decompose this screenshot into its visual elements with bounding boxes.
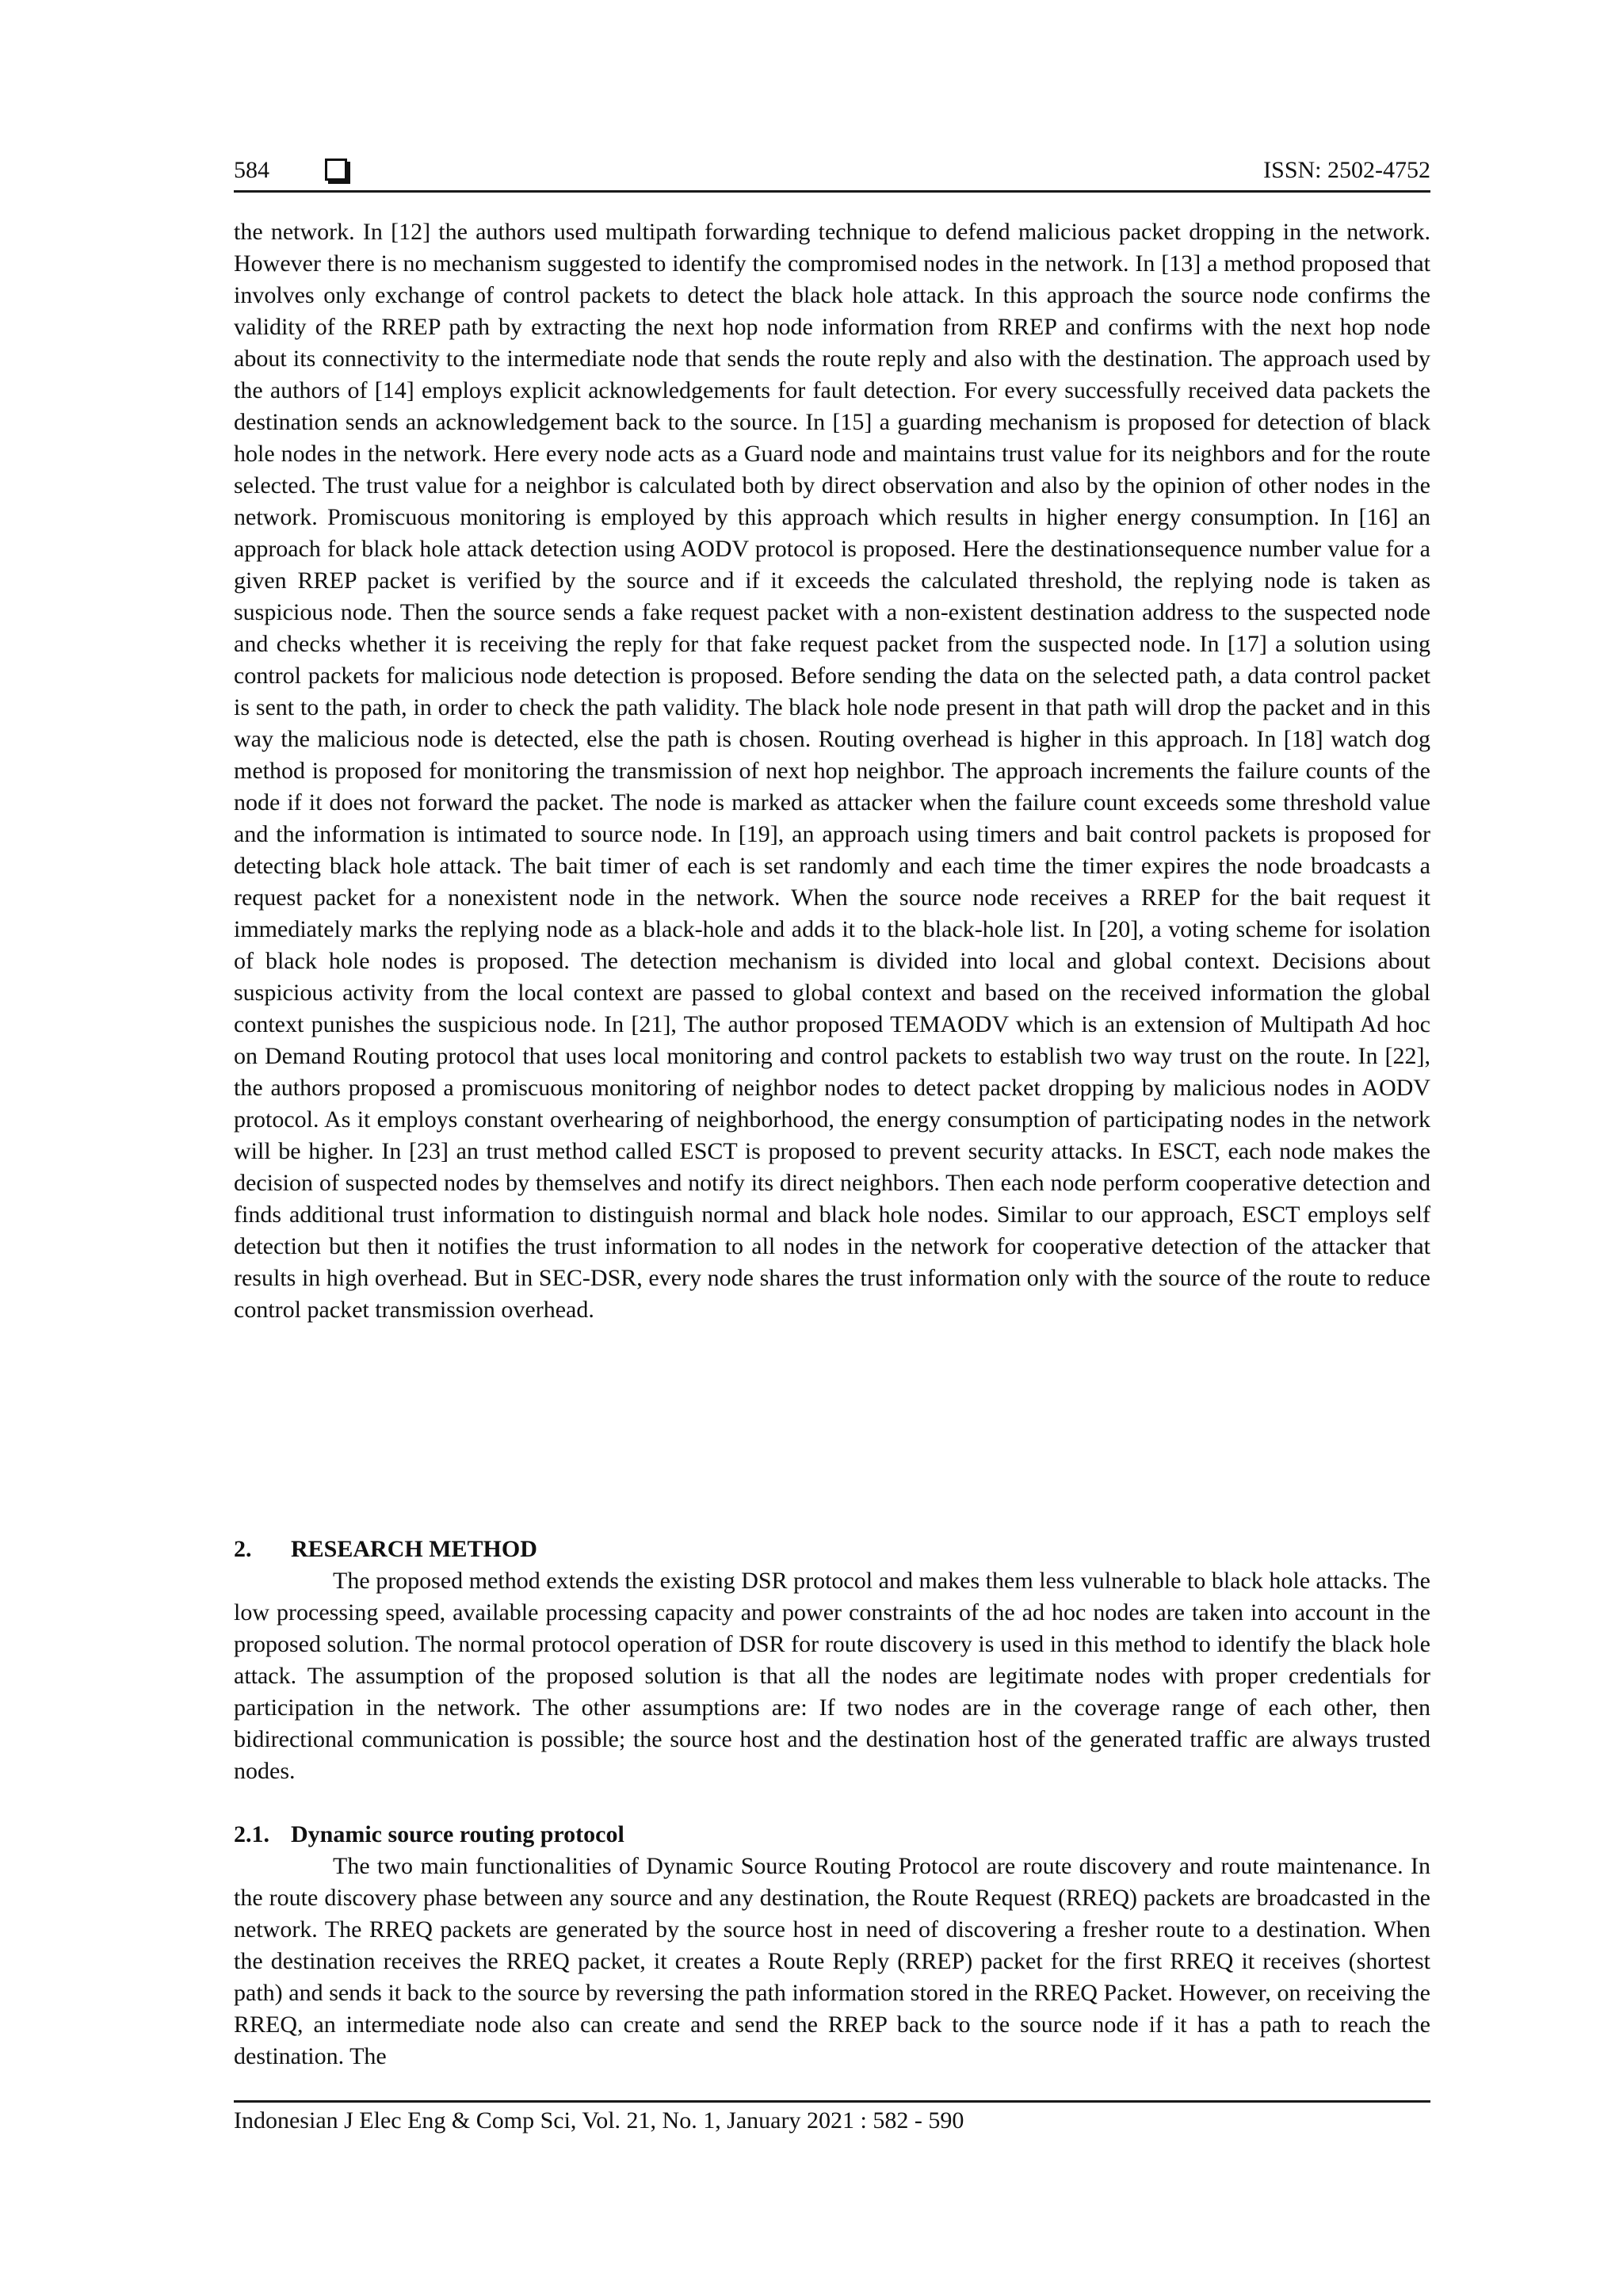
issn-label: ISSN: 2502-4752 [1263, 157, 1430, 183]
intro-paragraph: the network. In [12] the authors used multipath forwarding technique to defend malicious packet dropping in the network. However there is no mechanism suggested to identify the compromised nodes in the network. In [13] a method proposed that involves only exchange of control packets to detect the black hole attack. In this approach the source node confirms the validity of the RREP path by extracting the next hop node information from RREP and confirms with the next hop node about its connectivity to the intermediate node that sends the route reply and also with the destination. The approach used by the authors of [14] employs explicit acknowledgements for fault detection. For every successfully received data packets the destination sends an acknowledgement back to the source. In [15] a guarding mechanism is proposed for detection of black hole nodes in the network. Here every node acts as a Guard node and maintains trust value for its neighbors and for the route selected. The trust value for a neighbor is calculated both by direct observation and also by the opinion of other nodes in the network. Promiscuous monitoring is employed by this approach which results in higher energy consumption. In [16] an approach for black hole attack detection using AODV protocol is proposed. Here the destinationsequence number value for a given RREP packet is verified by the source and if it exceeds the calculated threshold, the replying node is taken as suspicious node. Then the source sends a fake request packet with a non-existent destination address to the suspected node and checks whether it is receiving the reply for that fake request packet from the suspected node. In [17] a solution using control packets for malicious node detection is proposed. Before sending the data on the selected path, a data control packet is sent to the path, in order to check the path validity. The black hole node present in that path will drop the packet and in this way the malicious node is detected, else the path is chosen. Routing overhead is higher in this approach. In [18] watch dog method is proposed for monitoring the transmission of next hop neighbor. The approach increments the failure counts of the node if it does not forward the packet. The node is marked as attacker when the failure count exceeds some threshold value and the information is intimated to source node. In [19], an approach using timers and bait control packets is proposed for detecting black hole attack. The bait timer of each is set randomly and each time the timer expires the node broadcasts a request packet for a nonexistent node in the network. When the source node receives a RREP for the bait request it immediately marks the replying node as a black-hole and adds it to the black-hole list. In [20], a voting scheme for isolation of black hole nodes is proposed. The detection mechanism is divided into local and global context. Decisions about suspicious activity from the local context are passed to global context and based on the received information the global context punishes the suspicious node. In [21], The author proposed TEMAODV which is an extension of Multipath Ad hoc on Demand Routing protocol that uses local monitoring and control packets to establish two way trust on the route. In [22], the authors proposed a promiscuous monitoring of neighbor nodes to detect packet dropping by malicious nodes in AODV protocol. As it employs constant overhearing of neighborhood, the energy consumption of participating nodes in the network will be higher. In [23] an trust method called ESCT is proposed to prevent security attacks. In ESCT, each node makes the decision of suspected nodes by themselves and notify its direct neighbors. Then each node perform cooperative detection and finds additional trust information to distinguish normal and black hole nodes. Similar to our approach, ESCT employs self detection but then it notifies the trust information to all nodes in the network for cooperative detection of the attacker that results in high overhead. But in SEC-DSR, every node shares the trust information only with the source of the route to reduce control packet transmission overhead. [234, 219, 1430, 1323]
page-number: 584 [234, 157, 269, 183]
dsr-paragraph: The two main functionalities of Dynamic Source Routing Protocol are route discovery and route maintenance. In the route discovery phase between any source and any destination, the Route Request (RREQ) packets are broadcasted in the network. The RREQ packets are generated by the source host in need of discovering a fresher route to a destination. When the destination receives the RREQ packet, it creates a Route Reply (RREP) packet for the first RREQ it receives (shortest path) and sends it back to the source by reversing the path information stored in the RREQ Packet. However, on receiving the RREQ, an intermediate node also can create and send the RREP back to the source node if it has a path to reach the destination. The [234, 1853, 1430, 2069]
section-heading-research-method [234, 1534, 537, 1565]
subsection-number: 2.1. [234, 1821, 269, 1847]
subsection-title: Dynamic source routing protocol [291, 1821, 624, 1847]
research-method-paragraph: The proposed method extends the existing DSR protocol and makes them less vulnerable to black hole attacks. The low processing speed, available processing capacity and power constraints of the ad hoc nodes are taken into account in the proposed solution. The normal protocol operation of DSR for route discovery is used in this method to identify the black hole attack. The assumption of the proposed solution is that all the nodes are legitimate nodes with proper credentials for participation in the network. The other assumptions are: If two nodes are in the coverage range of each other, then bidirectional communication is possible; the source host and the destination host of the generated traffic are always trusted nodes. [234, 1568, 1430, 1784]
subsection-heading-dsr [234, 1819, 624, 1851]
checkbox-square-icon [325, 159, 347, 181]
page-footer [234, 2100, 1430, 2134]
page-header [234, 151, 1430, 193]
section-number: 2. [234, 1536, 252, 1562]
journal-citation: Indonesian J Elec Eng & Comp Sci, Vol. 21, No. 1, January 2021 : 582 - 590 [234, 2107, 964, 2134]
section-title: RESEARCH METHOD [291, 1536, 537, 1562]
